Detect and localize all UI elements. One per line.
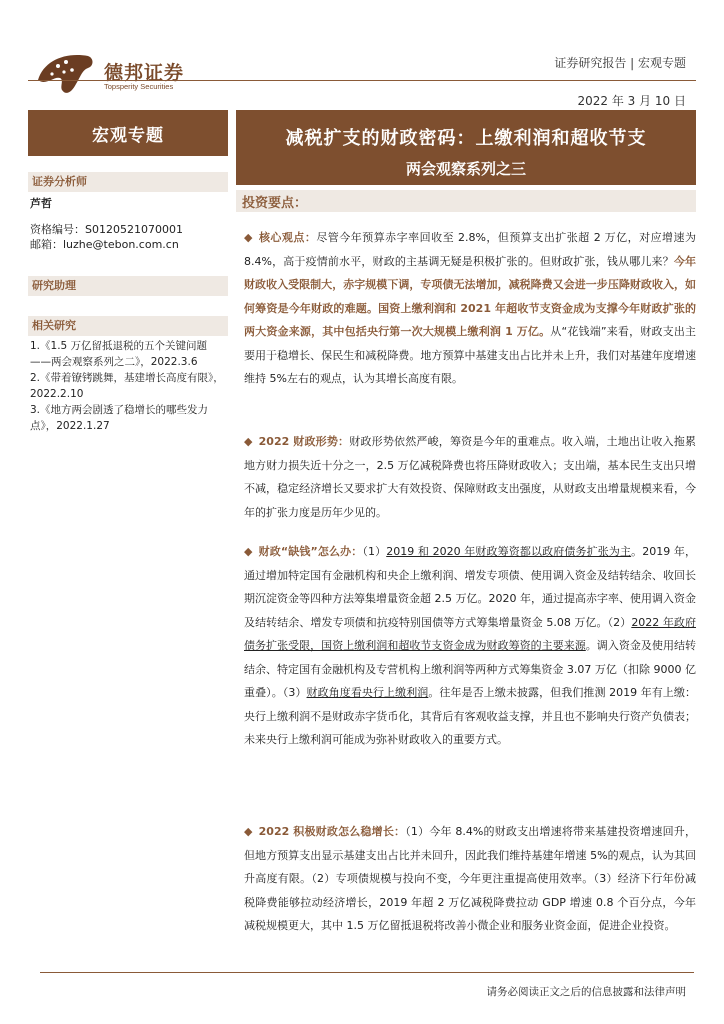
header-divider xyxy=(28,80,696,81)
diamond-bullet-icon: ◆ xyxy=(244,231,253,244)
title-banner xyxy=(236,110,696,185)
underlined-text: 财政角度看央行上缴利润 xyxy=(306,686,429,699)
analyst-name: 芦哲 xyxy=(30,197,52,210)
paragraph-fiscal-situation: ◆ 2022 财政形势：财政形势依然严峻，筹资是今年的重难点。收入端，土地出让收入拖累地方财力损失近十分之一，2.5 万亿减税降费也将压降财政收入；支出端，基本民生支出只增不减，稳定经济增长又要求扩大有效投资、保障财政支出强度，从财政支出增量规模来看，今年的扩张力度是历年少见的。 xyxy=(244,435,696,519)
emphasis-text: 今年财政收入受限制大，赤字规模下调，专项债无法增加，减税降费又会进一步压降财政收入，如何筹资是今年财政的难题。国资上缴利润和 2021 年超收节支资金成为支撑今年财政扩张的两大资金来源，其中包括央行第一次大规模上缴利润 1 万亿。 xyxy=(244,254,697,338)
paragraph-lead: 核心观点： xyxy=(258,231,317,244)
paragraph-stabilize-growth: ◆ 2022 积极财政怎么稳增长：（1）今年 8.4%的财政支出增速将带来基建投资增速回升，但地方预算支出显示基建支出占比并未回升，因此我们维持基建年增速 5%的观点，认为其回升高度有限。（2）专项债规模与投向不变，今年更注重提高使用效率。（3）经济下行年份减税降费能够拉动经济增长，2019 年超 2 万亿减税降费拉动 GDP 增速 0.8 个百分点，今年减税规模更大，其中 1.5 万亿留抵退税将改善小微企业和服务业资金面，促进企业投资。 xyxy=(244,825,696,932)
paragraph-lead: 2022 积极财政怎么稳增长： xyxy=(258,825,406,838)
paragraph-funding: ◆ 财政“缺钱”怎么办：（1）2019 和 2020 年财政筹资都以政府债务扩张为主。2019 年，通过增加特定国有金融机构和央企上缴利润、增发专项债、使用调入资金及结转结余、收回长期沉淀资金等四种方法筹集增量资金超 2.5 万亿。2020 年，通过提高赤字率、使用调入资金及结转结余、增发专项债和抗疫特别国债等方式筹集增量资金 5.08 万亿。（2）2022 年政府债务扩张受限，国资上缴利润和超收节支资金成为财政筹资的主要来源。调入资金及使用结转结余、特定国有金融机构及专营机构上缴利润等两种方式筹集资金 3.07 万亿（扣除 9000 亿重叠）。（3）财政角度看央行上缴利润。往年是否上缴未披露，但我们推测 2019 年有上缴：央行上缴利润不是财政赤字货币化，其背后有客观收益支撑，并且也不影响央行资产负债表；未来央行上缴利润可能成为弥补财政收入的重要方式。 xyxy=(244,545,697,746)
logo-text: 德邦证券 xyxy=(104,62,185,84)
investment-highlights-bar xyxy=(236,190,696,212)
logo-english-text: Topsperity Securities xyxy=(104,82,174,91)
diamond-bullet-icon: ◆ xyxy=(244,435,253,448)
analyst-heading: 证券分析师 xyxy=(28,172,228,192)
related-list xyxy=(30,338,228,434)
related-item[interactable]: 1.《1.5 万亿留抵退税的五个关键问题——两会观察系列之二》，2022.3.6 xyxy=(30,340,208,368)
report-title: 减税扩支的财政密码：上缴利润和超收节支 xyxy=(285,128,647,149)
paragraph-lead: 财政“缺钱”怎么办： xyxy=(258,545,363,558)
analyst-email[interactable]: 邮箱：luzhe@tebon.com.cn xyxy=(30,238,179,251)
paragraph-lead: 2022 财政形势： xyxy=(258,435,350,448)
leopard-logo-icon xyxy=(36,50,96,98)
assistant-heading: 研究助理 xyxy=(28,276,228,296)
diamond-bullet-icon: ◆ xyxy=(244,545,253,558)
section-title: 投资要点： xyxy=(242,196,308,211)
report-date: 2022 年 3 月 10 日 xyxy=(577,94,686,108)
related-item[interactable]: 2.《带着镣铐跳舞，基建增长高度有限》，2022.2.10 xyxy=(30,372,224,400)
underlined-text: 2019 和 2020 年财政筹资都以政府债务扩张为主 xyxy=(386,545,632,558)
underlined-text: 2022 年政府债务扩张受限，国资上缴利润和超收节支资金成为财政筹资的主要来源 xyxy=(244,615,697,652)
related-heading: 相关研究 xyxy=(28,316,228,336)
disclaimer-text[interactable]: 请务必阅读正文之后的信息披露和法律声明 xyxy=(486,986,686,998)
paragraph-core-view: ◆ 核心观点：尽管今年预算赤字率回收至 2.8%，但预算支出扩张超 2 万亿，对应增速为 8.4%，高于疫情前水平，财政的主基调无疑是积极扩张的。但财政扩张，钱从哪儿来？今年财政收入受限制大，赤字规模下调，专项债无法增加，减税降费又会进一步压降财政收入，如何筹资是今年财政的难题。国资上缴利润和 2021 年超收节支资金成为支撑今年财政扩张的两大资金来源，其中包括央行第一次大规模上缴利润 1 万亿。从“花钱端”来看，财政支出主要用于稳增长、保民生和减税降费。地方预算中基建支出占比并未上升，我们对基建年度增速维持 5%左右的观点，认为其增长高度有限。 xyxy=(244,231,697,385)
report-subtitle: 两会观察系列之三 xyxy=(405,160,526,178)
diamond-bullet-icon: ◆ xyxy=(244,825,253,838)
category-banner: 宏观专题 xyxy=(28,110,228,156)
report-type: 证券研究报告 | 宏观专题 xyxy=(554,56,686,70)
footer-divider xyxy=(40,972,694,973)
analyst-cert: 资格编号：S0120521070001 xyxy=(30,223,183,236)
related-item[interactable]: 3.《地方两会剧透了稳增长的哪些发力点》，2022.1.27 xyxy=(30,404,209,432)
